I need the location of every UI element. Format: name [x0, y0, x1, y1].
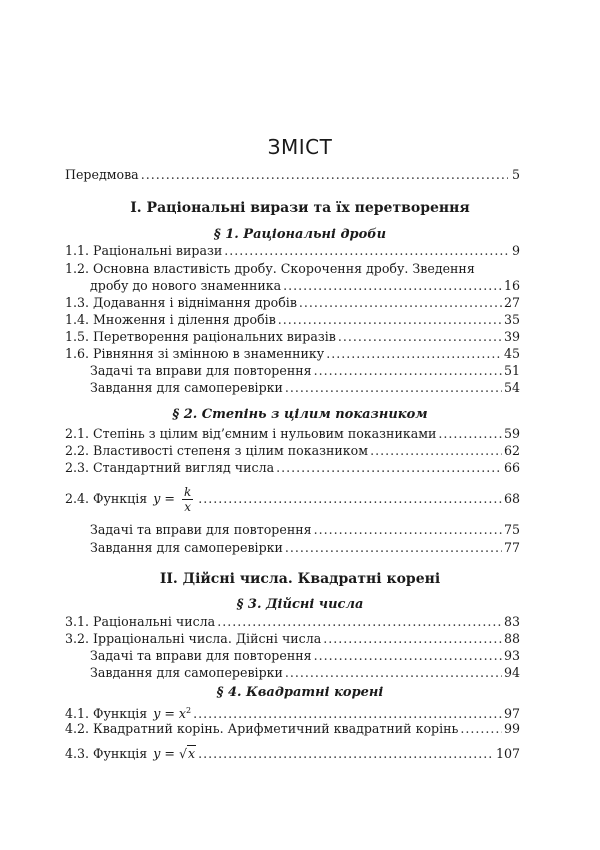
- chapter-heading: II. Дійсні числа. Квадратні корені: [159, 571, 441, 587]
- leader-dots: [285, 664, 502, 681]
- toc-entry-review[interactable]: [65, 521, 520, 538]
- toc-entry-page: 68: [503, 491, 520, 506]
- toc-entry-page: 16: [503, 278, 520, 293]
- toc-entry[interactable]: [65, 720, 520, 737]
- leader-dots: [278, 311, 502, 328]
- toc-entry-label: дробу до нового знаменника: [90, 278, 282, 293]
- toc-entry-label: Завдання для самоперевірки: [90, 380, 283, 395]
- toc-entry[interactable]: [65, 294, 520, 311]
- toc-entry-label: Передмова: [65, 167, 139, 182]
- fraction-numerator: k: [183, 485, 192, 499]
- leader-dots: [217, 613, 502, 630]
- section-heading: § 3. Дійсні числа: [236, 597, 364, 612]
- toc-entry-label: 1.6. Рівняння зі змінною в знаменнику: [65, 346, 325, 361]
- toc-entry-page: 45: [503, 346, 520, 361]
- toc-entry-page: 66: [503, 460, 520, 475]
- toc-entry-review[interactable]: [65, 362, 520, 379]
- sqrt-icon: √x: [178, 746, 196, 761]
- toc-entry-label: 1.2. Основна властивість дробу. Скорочення дробу. Зведення: [65, 261, 475, 276]
- toc-entry-label: 4.3. Функція: [65, 746, 148, 761]
- toc-entry[interactable]: [65, 242, 520, 259]
- toc-entry-selfcheck[interactable]: [65, 664, 520, 681]
- leader-dots: [224, 242, 508, 259]
- formula: [153, 484, 196, 514]
- toc-entry-page: 59: [503, 426, 520, 441]
- toc-entry-label: 4.1. Функція: [65, 706, 148, 722]
- toc-entry[interactable]: [65, 425, 520, 442]
- toc-entry-page: 75: [503, 522, 520, 537]
- toc-entry-continued[interactable]: [65, 277, 520, 294]
- page-title: ЗМІСТ: [267, 135, 333, 159]
- radicand: x: [187, 746, 196, 761]
- toc-entry-label: 1.1. Раціональні вирази: [65, 243, 223, 258]
- toc-entry-label: Завдання для самоперевірки: [90, 665, 283, 680]
- formula-lhs: y =: [153, 746, 175, 761]
- toc-entry-label: Завдання для самоперевірки: [90, 540, 283, 555]
- toc-entry-preface[interactable]: [65, 166, 520, 183]
- leader-dots: [285, 539, 502, 556]
- section-heading: § 4. Квадратні корені: [216, 685, 384, 700]
- toc-entry-page: 54: [503, 380, 520, 395]
- toc-entry[interactable]: [65, 484, 520, 514]
- toc-entry-page: 5: [511, 167, 520, 182]
- toc-entry-label: 1.3. Додавання і віднімання дробів: [65, 295, 297, 310]
- leader-dots: [285, 379, 502, 396]
- toc-entry[interactable]: [65, 260, 520, 277]
- toc-entry-selfcheck[interactable]: [65, 379, 520, 396]
- leader-dots: [276, 459, 502, 476]
- toc-entry-label: 4.2. Квадратний корінь. Арифметичний квадратний корінь: [65, 721, 459, 736]
- toc-entry-label: 2.2. Властивості степеня з цілим показником: [65, 443, 369, 458]
- toc-entry-page: 39: [503, 329, 520, 344]
- leader-dots: [283, 277, 502, 294]
- toc-entry-label: 3.2. Ірраціональні числа. Дійсні числа: [65, 631, 322, 646]
- toc-entry-page: 35: [503, 312, 520, 327]
- chapter-heading: I. Раціональні вирази та їх перетворення: [130, 200, 470, 216]
- toc-entry-label: 2.1. Степінь з цілим від’ємним і нульовим показниками: [65, 426, 437, 441]
- formula-base: y = x: [153, 706, 187, 722]
- leader-dots: [198, 745, 494, 762]
- section-heading: § 1. Раціональні дроби: [213, 227, 387, 242]
- toc-entry[interactable]: [65, 328, 520, 345]
- toc-entry-label: Задачі та вправи для повторення: [90, 648, 312, 663]
- toc-entry[interactable]: [65, 630, 520, 647]
- toc-entry-page: 107: [495, 746, 520, 761]
- fraction: [182, 485, 193, 514]
- toc-entry-label: 1.4. Множення і ділення дробів: [65, 312, 276, 327]
- toc-entry[interactable]: [65, 459, 520, 476]
- toc-entry-selfcheck[interactable]: [65, 539, 520, 556]
- leader-dots: [338, 328, 502, 345]
- toc-entry-page: 88: [503, 631, 520, 646]
- formula-lhs: y =: [153, 491, 175, 506]
- section-heading: § 2. Степінь з цілим показником: [172, 407, 428, 422]
- toc-entry-page: 97: [503, 706, 520, 722]
- toc-entry-page: 77: [503, 540, 520, 555]
- toc-entry[interactable]: [65, 311, 520, 328]
- leader-dots: [314, 362, 502, 379]
- leader-dots: [326, 345, 502, 362]
- toc-entry-page: 51: [503, 363, 520, 378]
- leader-dots: [198, 484, 502, 514]
- toc-entry-label: 3.1. Раціональні числа: [65, 614, 216, 629]
- toc-entry-label: 2.4. Функція: [65, 491, 148, 506]
- leader-dots: [323, 630, 502, 647]
- toc-entry-page: 99: [503, 721, 520, 736]
- leader-dots: [438, 425, 502, 442]
- toc-entry[interactable]: [65, 442, 520, 459]
- toc-entry-label: Задачі та вправи для повторення: [90, 522, 312, 537]
- leader-dots: [460, 720, 502, 737]
- fraction-denominator: x: [184, 500, 191, 514]
- leader-dots: [314, 521, 502, 538]
- formula: [153, 745, 196, 762]
- formula-exponent: 2: [186, 706, 192, 715]
- toc-entry-label: Задачі та вправи для повторення: [90, 363, 312, 378]
- leader-dots: [299, 294, 502, 311]
- toc-entry-label: 1.5. Перетворення раціональних виразів: [65, 329, 336, 344]
- leader-dots: [370, 442, 502, 459]
- toc-entry-page: 93: [503, 648, 520, 663]
- toc-entry-page: 94: [503, 665, 520, 680]
- toc-entry-page: 62: [503, 443, 520, 458]
- toc-entry-page: 27: [503, 295, 520, 310]
- toc-entry[interactable]: [65, 345, 520, 362]
- toc-entry-page: 83: [503, 614, 520, 629]
- toc-entry[interactable]: [65, 745, 520, 762]
- leader-dots: [141, 166, 508, 183]
- toc-entry[interactable]: [65, 613, 520, 630]
- toc-entry-page: 9: [511, 243, 520, 258]
- leader-dots: [314, 647, 502, 664]
- toc-entry-review[interactable]: [65, 647, 520, 664]
- toc-entry-label: 2.3. Стандартний вигляд числа: [65, 460, 275, 475]
